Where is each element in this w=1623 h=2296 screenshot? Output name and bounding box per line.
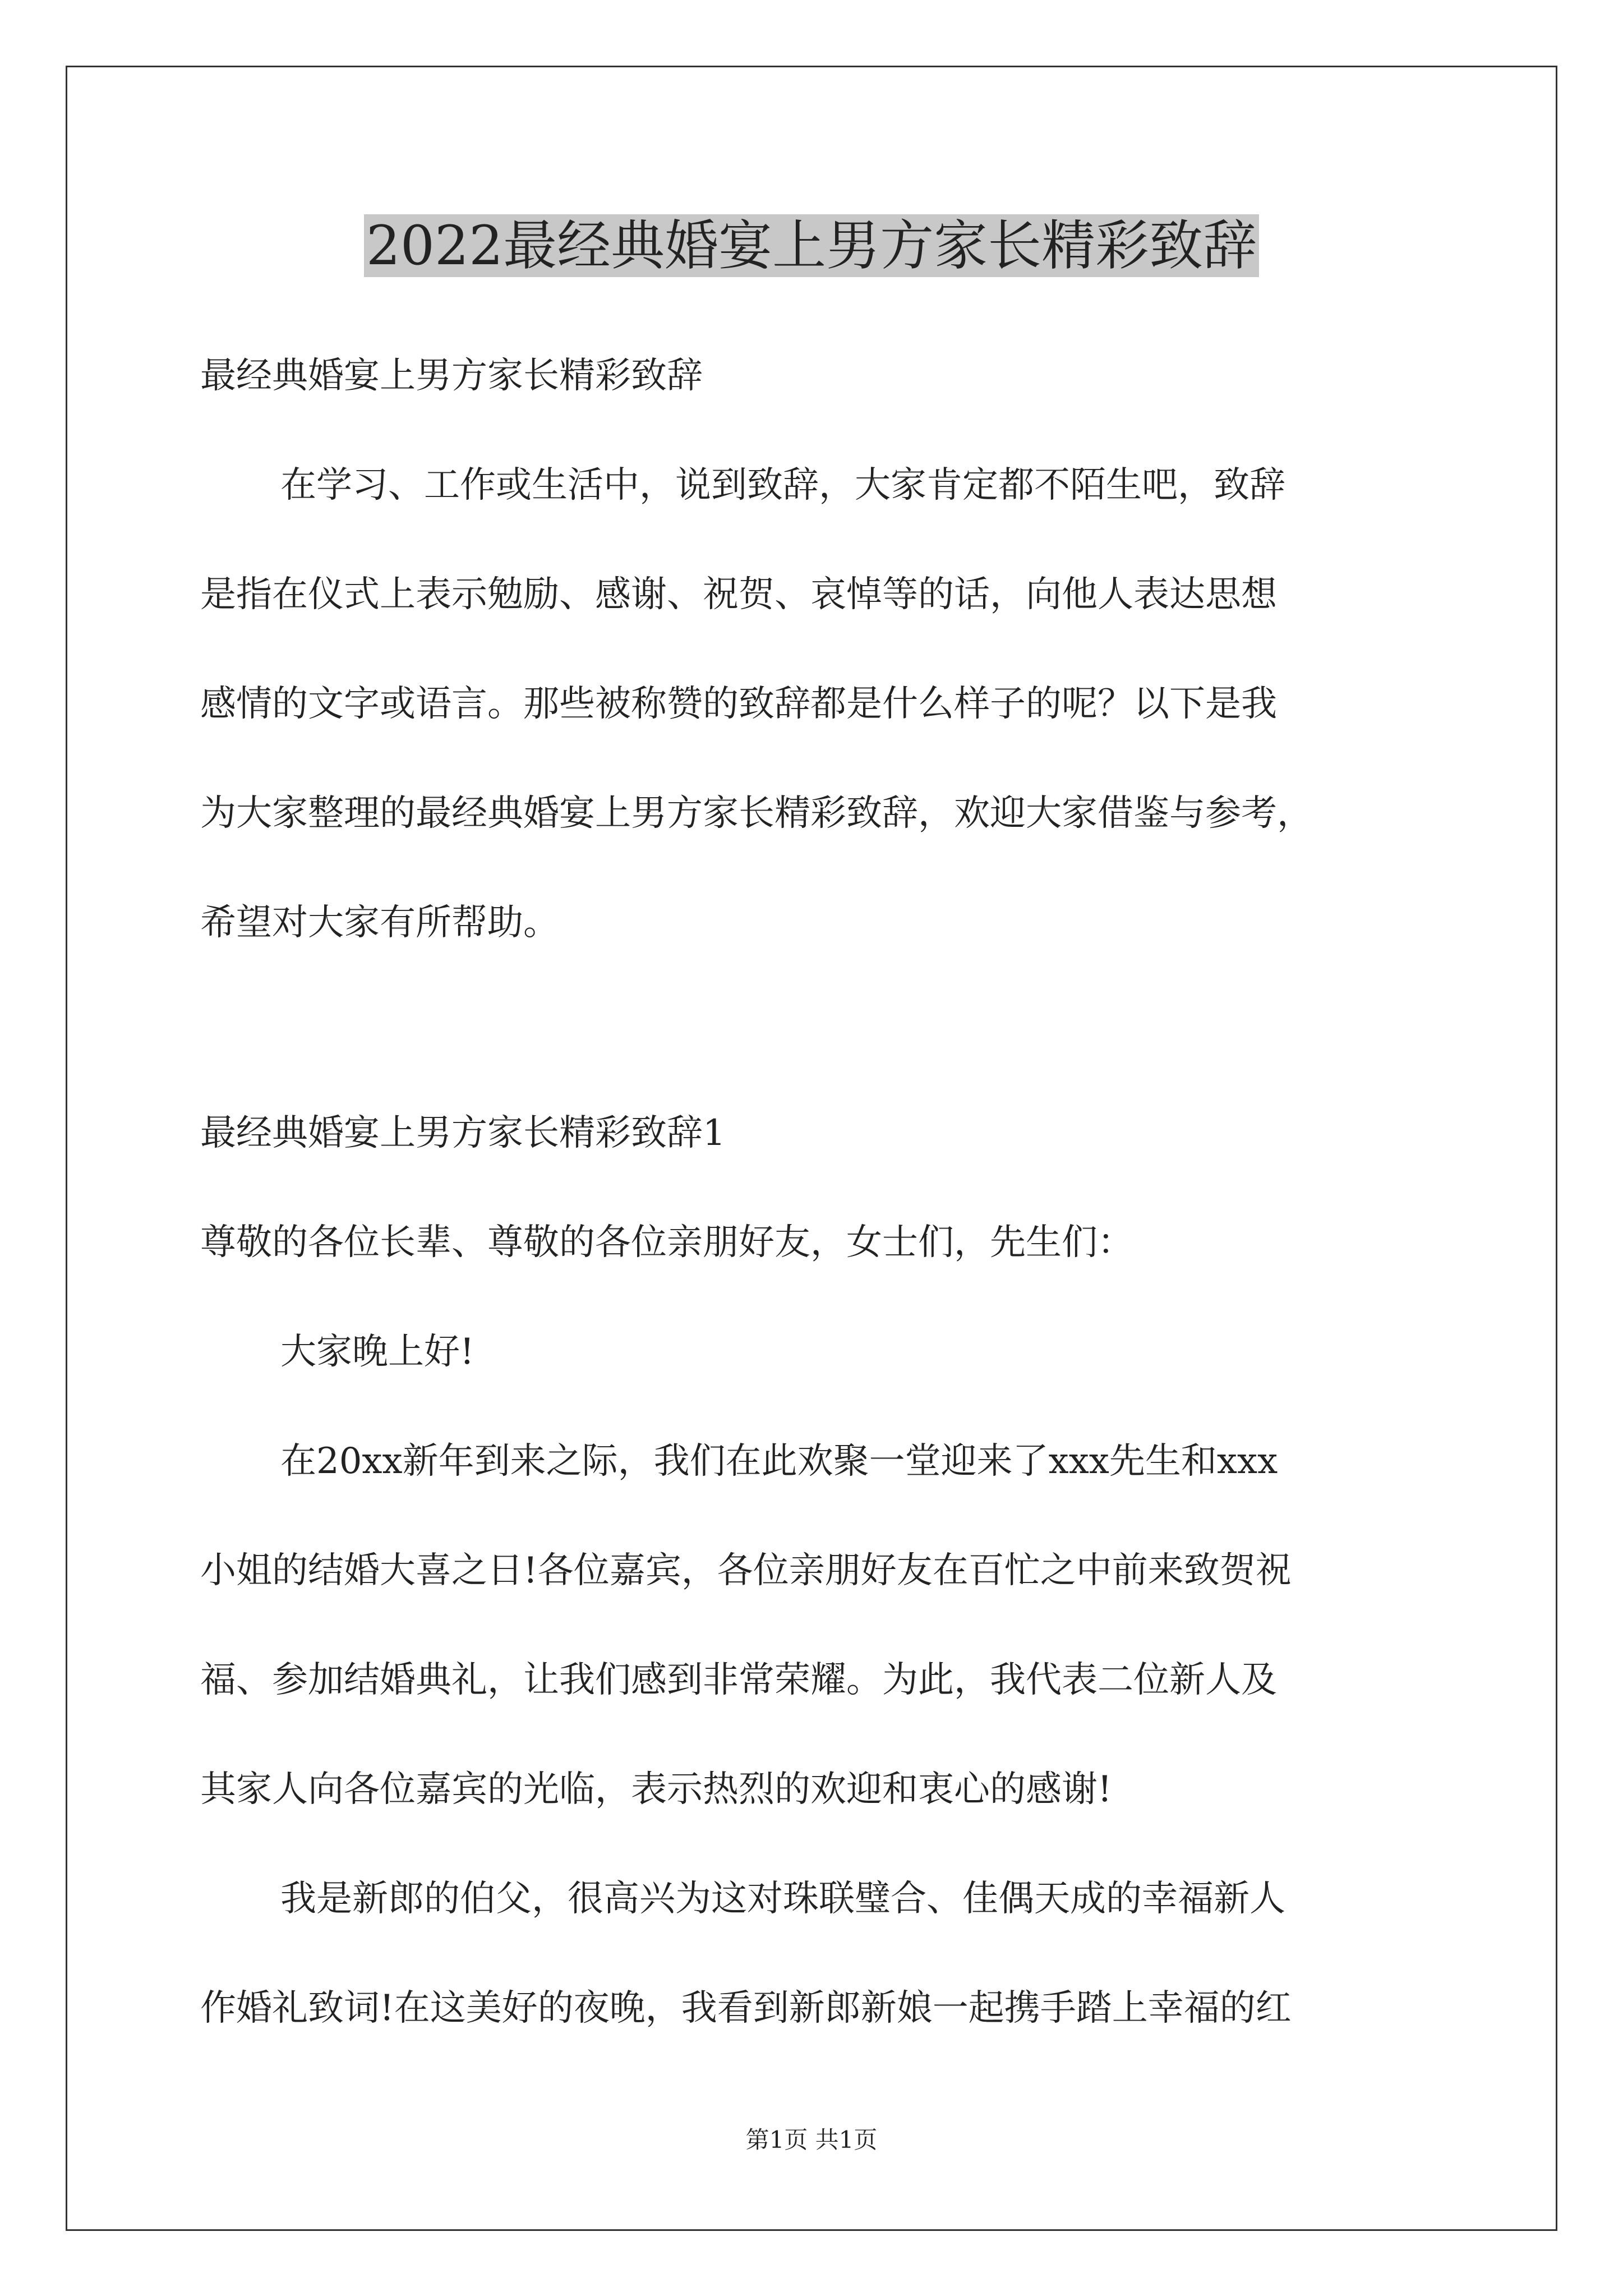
paragraph-line: 感情的文字或语言。那些被称赞的致辞都是什么样子的呢？以下是我 <box>200 683 1277 725</box>
document-title: 2022最经典婚宴上男方家长精彩致辞 <box>0 206 1623 285</box>
greeting-line: 尊敬的各位长辈、尊敬的各位亲朋好友，女士们，先生们： <box>200 1222 1133 1263</box>
paragraph-line: 作婚礼致词!在这美好的夜晚，我看到新郎新娘一起携手踏上幸福的红 <box>200 1987 1292 2029</box>
paragraph-line: 是指在仪式上表示勉励、感谢、祝贺、哀悼等的话，向他人表达思想 <box>200 574 1277 615</box>
page-footer: 第1页 共1页 <box>745 2126 878 2154</box>
subtitle-line: 最经典婚宴上男方家长精彩致辞 <box>200 355 703 397</box>
paragraph-line: 其家人向各位嘉宾的光临，表示热烈的欢迎和衷心的感谢! <box>200 1769 1112 1810</box>
paragraph-line: 为大家整理的最经典婚宴上男方家长精彩致辞，欢迎大家借鉴与参考， <box>200 793 1313 834</box>
paragraph-line: 福、参加结婚典礼，让我们感到非常荣耀。为此，我代表二位新人及 <box>200 1659 1277 1701</box>
paragraph-line: 大家晚上好! <box>280 1331 474 1373</box>
paragraph-line: 在学习、工作或生活中，说到致辞，大家肯定都不陌生吧，致辞 <box>280 464 1285 506</box>
paragraph-line: 我是新郎的伯父，很高兴为这对珠联璧合、佳偶天成的幸福新人 <box>280 1878 1285 1920</box>
paragraph-line: 小姐的结婚大喜之日!各位嘉宾，各位亲朋好友在百忙之中前来致贺祝 <box>200 1550 1292 1591</box>
paragraph-line: 在20xx新年到来之际，我们在此欢聚一堂迎来了xxx先生和xxx <box>280 1441 1278 1482</box>
paragraph-line: 希望对大家有所帮助。 <box>200 902 559 944</box>
section-heading: 最经典婚宴上男方家长精彩致辞1 <box>200 1112 726 1154</box>
